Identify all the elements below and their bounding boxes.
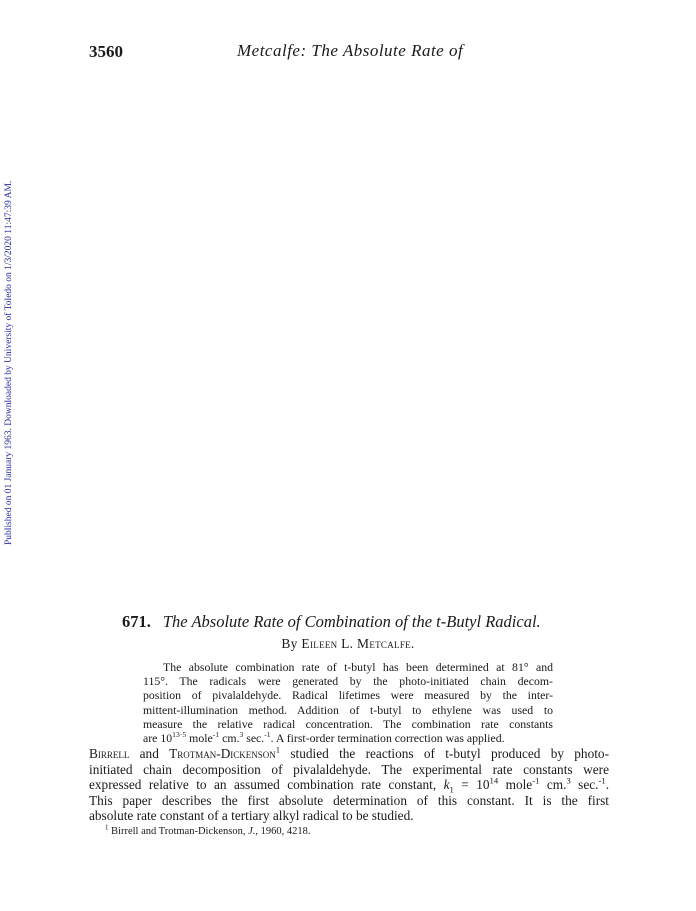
article-title-text: The Absolute Rate of Combination of the t-Butyl Radical. xyxy=(162,612,541,631)
abstract-line: position of pivalaldehyde. Radical lifetimes were measured by the inter- xyxy=(143,688,553,703)
article-title xyxy=(122,612,541,632)
body-line: expressed relative to an assumed combination rate constant, $k_1 = 10^{14}$ mole$^{-1}$ cm.$^3$ sec.$^{-1}$. xyxy=(89,775,610,795)
footnote: $^1$ Birrell and Trotman-Dickenson, J., 1960, 4218. xyxy=(105,824,311,837)
reference-marker[interactable]: 1 xyxy=(275,744,281,755)
body-text xyxy=(89,746,609,824)
body-line: Birrell and Trotman-Dickenson$^1$ studied the reactions of t-butyl produced by photo- xyxy=(89,744,609,761)
abstract-line: 115°. The radicals were generated by the photo-initiated chain decom- xyxy=(143,674,553,689)
page-number: 3560 xyxy=(89,42,123,61)
body-line: initiated chain decomposition of pivalaldehyde. The experimental rate constants were xyxy=(89,761,609,777)
abstract-line: measure the relative radical concentration. The combination rate constants xyxy=(143,716,553,731)
author-name: Eileen L. Metcalfe. xyxy=(301,636,415,651)
running-head: Metcalfe: The Absolute Rate of xyxy=(237,41,464,60)
abstract xyxy=(143,660,553,745)
byline xyxy=(0,636,696,652)
article-number: 671. xyxy=(122,612,151,631)
footnote-marker: 1 xyxy=(105,824,109,832)
abstract-line: The absolute combination rate of t-butyl has been determined at 81° and xyxy=(163,660,553,674)
abstract-line: mittent-illumination method. Addition of t-butyl to ethylene was used to xyxy=(143,702,553,717)
download-stamp: Published on 01 January 1963. Downloaded by University of Toledo on 1/3/2020 11:47:39 AM. xyxy=(4,180,14,546)
byline-prefix: By xyxy=(281,636,298,651)
body-line: absolute rate constant of a tertiary alkyl radical to be studied. xyxy=(89,808,414,824)
body-line: This paper describes the first absolute determination of this constant. It is the first xyxy=(89,792,609,808)
abstract-line: are $10^{13\cdot 5}$ mole$^{-1}$ cm.$^3$ sec.$^{-1}$. A first-order termination correction was applied. xyxy=(143,730,505,746)
